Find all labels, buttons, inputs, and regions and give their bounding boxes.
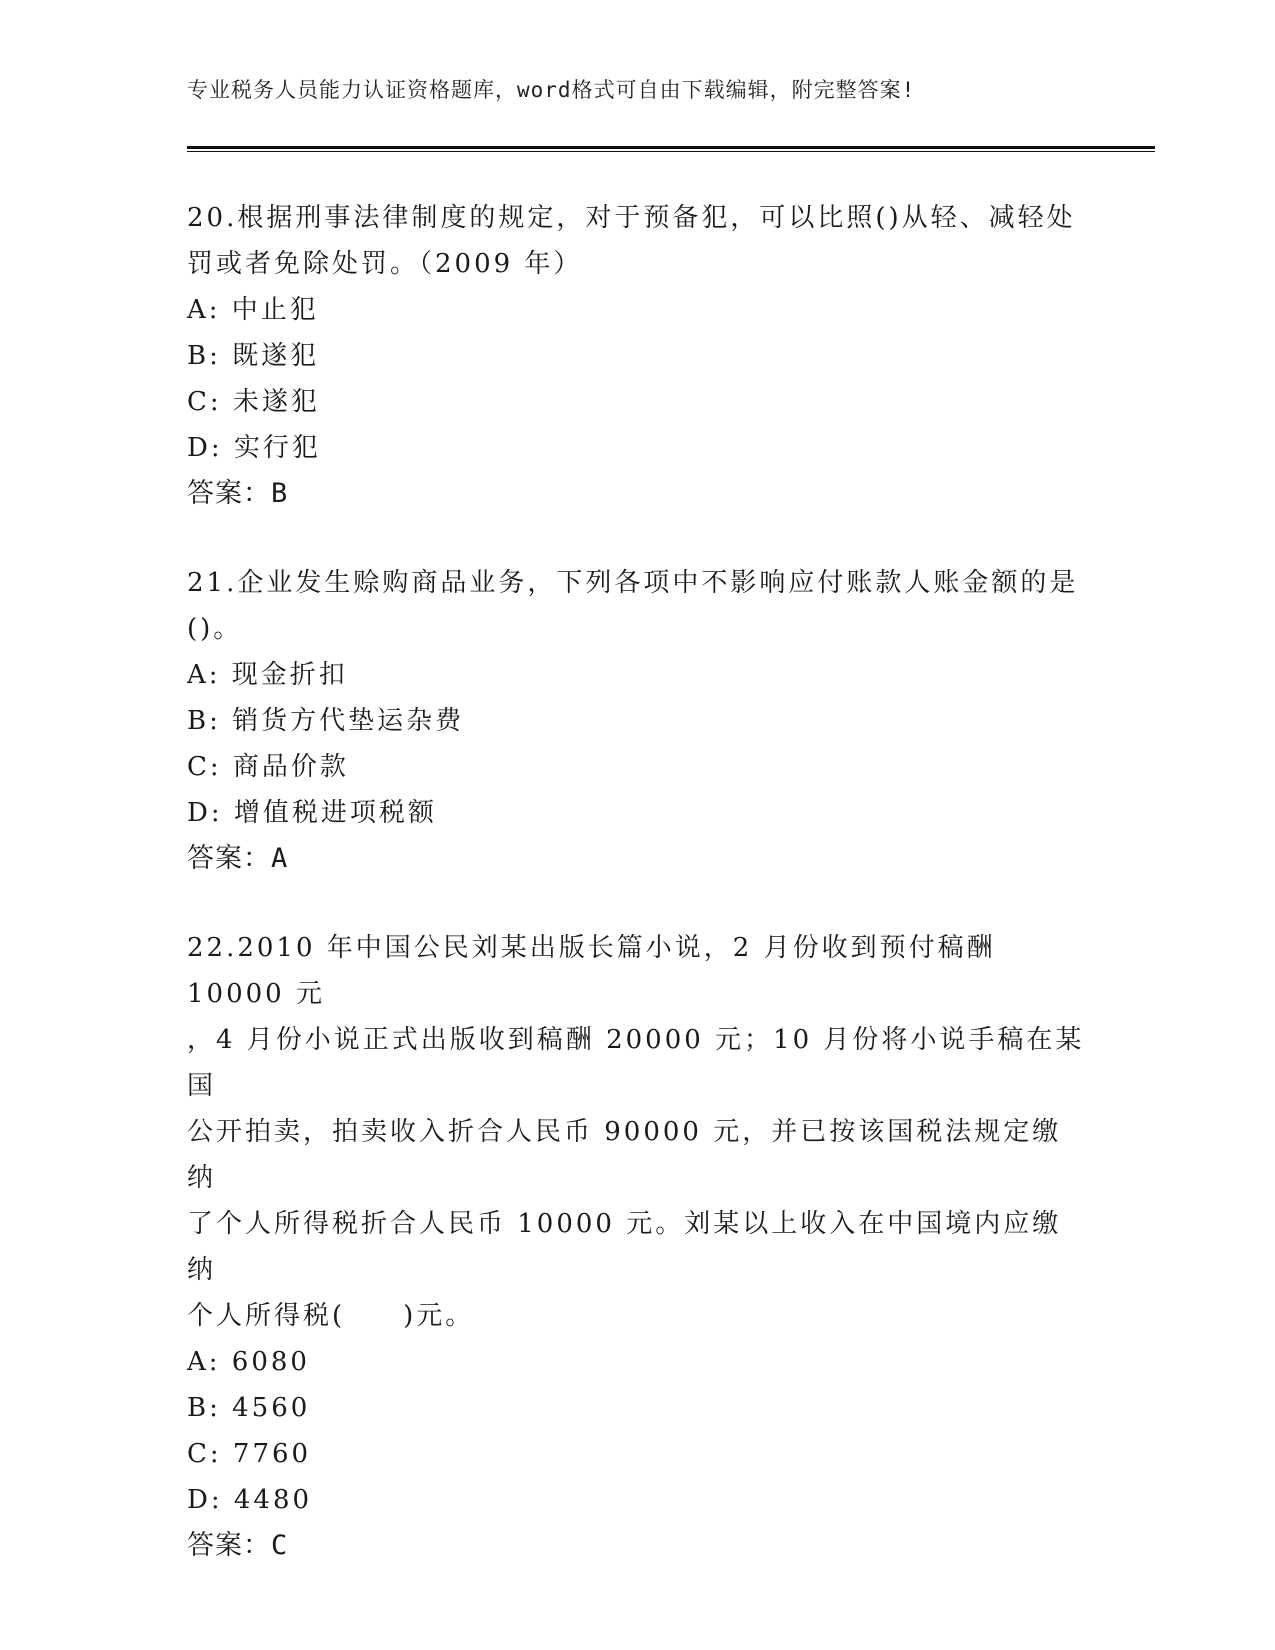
option-c: C: 商品价款 [187,752,349,782]
question-stem-line: 公开拍卖，拍卖收入折合人民币 90000 元，并已按该国税法规定缴纳 [187,1117,1062,1193]
option-b: B: 4560 [187,1393,311,1423]
question-stem-line: 21.企业发生赊购商品业务，下列各项中不影响应付账款人账金额的是 [187,568,1079,598]
answer-value: A [271,843,289,874]
option-c: C: 7760 [187,1439,312,1469]
question-stem-line: ()。 [187,614,243,644]
option-a: A: 6080 [187,1347,310,1377]
answer-label: 答案： [187,1530,271,1561]
option-d: D: 4480 [187,1485,313,1515]
question-stem-line: ，4 月份小说正式出版收到稿酬 20000 元；10 月份将小说手稿在某国 [187,1025,1085,1101]
option-a: A: 中止犯 [187,295,319,325]
answer-line [187,1523,1087,1569]
question-stem-line: 个人所得税( )元。 [187,1301,475,1331]
header-rule-thick [187,146,1155,149]
option-b: B: 销货方代垫运杂费 [187,706,465,736]
header-rule-thin [187,151,1155,152]
question-21 [187,560,1087,882]
question-20 [187,195,1087,517]
option-d: D: 增值税进项税额 [187,798,437,828]
question-stem-line: 20.根据刑事法律制度的规定，对于预备犯，可以比照()从轻、减轻处 [187,203,1076,233]
question-stem-line: 罚或者免除处罚。（2009 年） [187,249,583,279]
option-c: C: 未遂犯 [187,387,320,417]
answer-label: 答案： [187,478,271,509]
question-stem-line: 22.2010 年中国公民刘某出版长篇小说，2 月份收到预付稿酬 10000 元 [187,933,996,1009]
option-a: A: 现金折扣 [187,660,348,690]
document-header: 专业税务人员能力认证资格题库，word格式可自由下载编辑，附完整答案! [187,78,916,102]
question-stem-line: 了个人所得税折合人民币 10000 元。刘某以上收入在中国境内应缴纳 [187,1209,1062,1285]
option-b: B: 既遂犯 [187,341,320,371]
answer-label: 答案： [187,843,271,874]
answer-line [187,836,1087,882]
answer-value: C [271,1530,289,1561]
answer-value: B [271,478,289,509]
answer-line [187,471,1087,517]
question-22 [187,925,1087,1569]
option-d: D: 实行犯 [187,433,321,463]
